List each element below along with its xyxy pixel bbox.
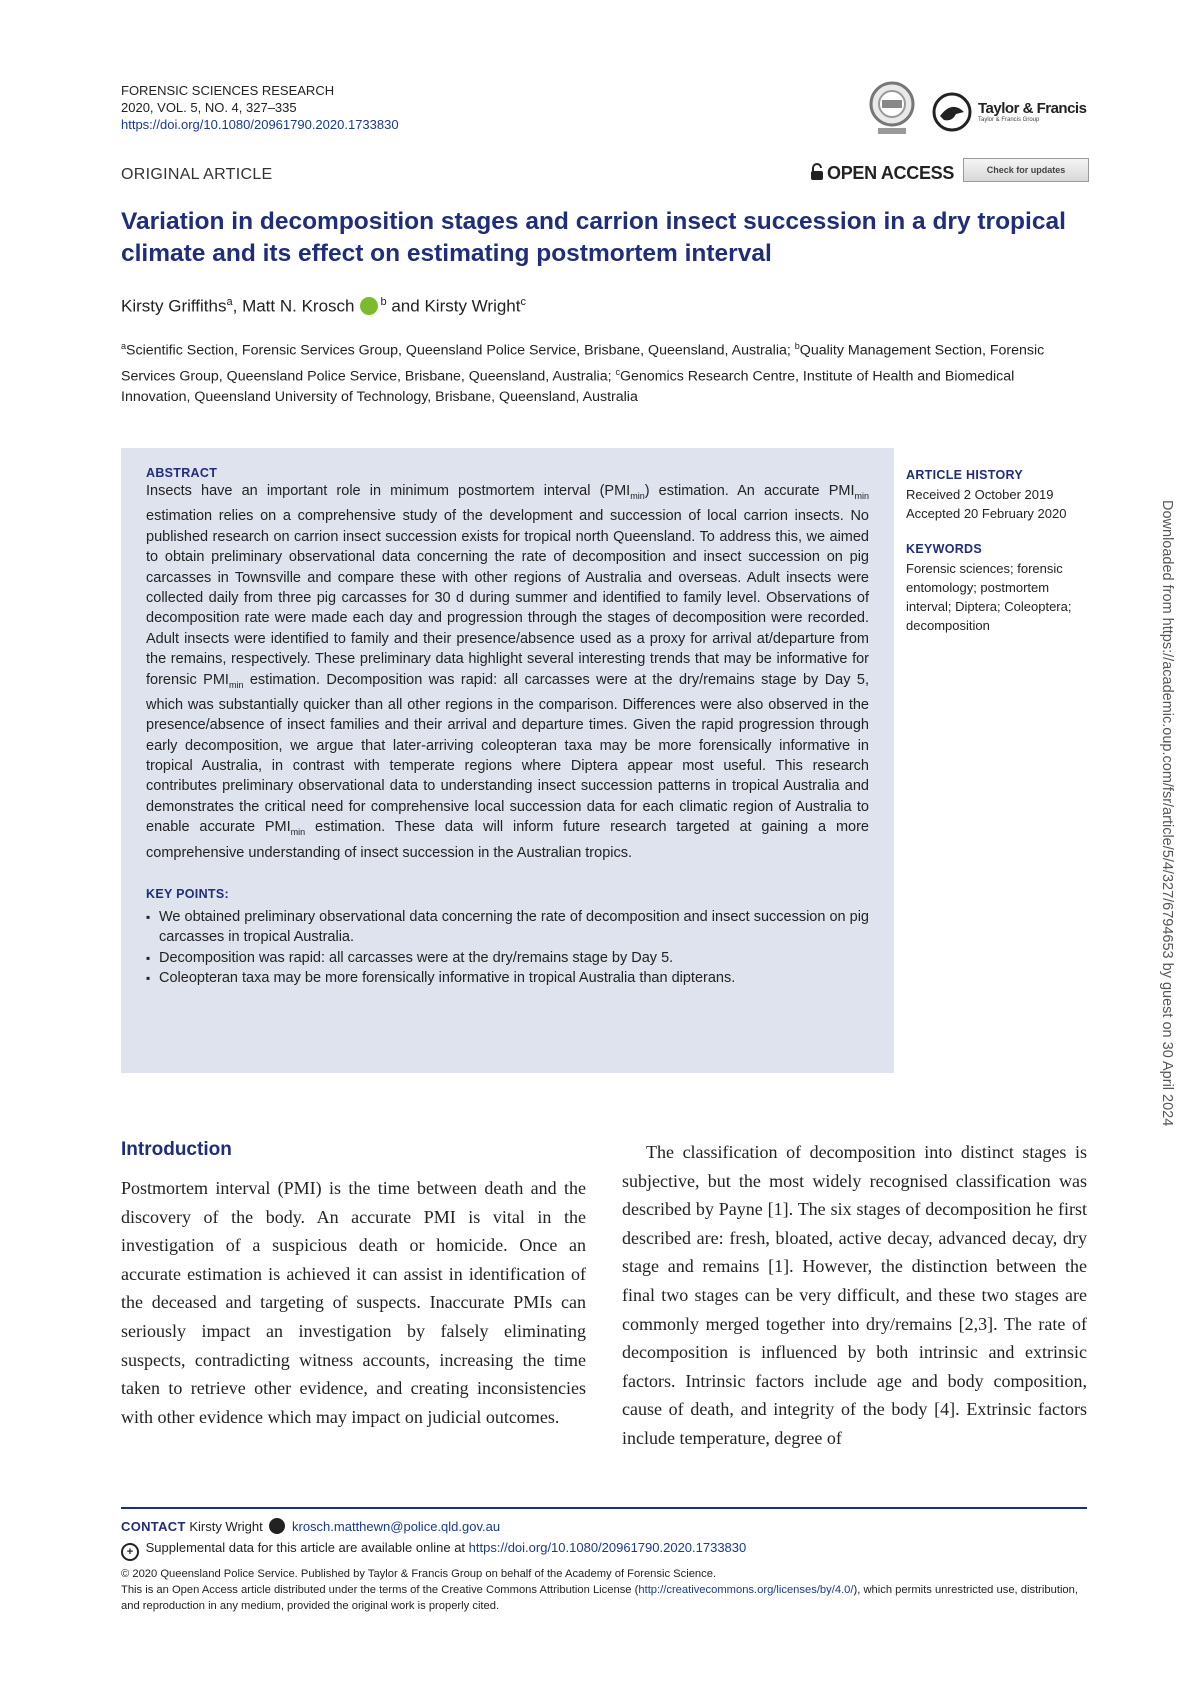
affil-a-sup: a: [121, 341, 127, 351]
abstract-part-1: Insects have an important role in minimum postmortem interval (PMI: [146, 483, 631, 499]
abstract-part-3: estimation relies on a comprehensive study of the development and succession of local carrion insects. No published research on carrion insect succession exists for tropical north Queensland. To address this, we aimed to obtain preliminary observational data concerning the rate of decomposition and insect succession on pig carcasses in Townsville and compare these with other regions of Australia and overseas. Adult insects were collected daily from three pig carcasses for 30 d during summer and identified to family level. Observations of decomposition rate were made each day and progression through the stages of decomposition were recorded. Adult insects were identified to family and their presence/absence used as a proxy for arrival at/departure from the remains, respectively. These preliminary data highlight several interesting trends that may be informative for forensic PMI: [146, 508, 869, 688]
affil-b: Quality Management Section, Forensic Services Group, Queensland Police Service, Brisbane, Queensland, Australia;: [121, 342, 1045, 385]
abstract-text: [146, 481, 869, 863]
contact-email[interactable]: krosch.matthewn@police.qld.gov.au: [292, 1519, 501, 1534]
abstract-part-4: estimation. Decomposition was rapid: all carcasses were at the dry/remains stage by Day 5, which was substantially quicker than all other regions in the comparison. Differences were also observed in the presence/absence of insect families and their arrival and departure times. Given the rapid progression through early decomposition, we argue that later-arriving coleopteran taxa may be more forensically informative in tropical Australia, in contrast with temperate regions where Diptera appear most useful. This research contributes preliminary observational data to understanding insect succession patterns in tropical Australia and demonstrates the critical need for comprehensive local succession data for each climatic region of Australia to enable accurate PMI: [146, 671, 869, 836]
article-type: ORIGINAL ARTICLE: [121, 166, 273, 183]
affil-a: Scientific Section, Forensic Services Group, Queensland Police Service, Brisbane, Queensland, Australia;: [126, 342, 791, 359]
accepted-date: Accepted 20 February 2020: [906, 506, 1067, 521]
contact-name: Kirsty Wright: [189, 1519, 263, 1534]
abstract-heading: ABSTRACT: [146, 466, 218, 480]
journal-seal-icon: [868, 80, 916, 138]
supplemental-link[interactable]: https://doi.org/10.1080/20961790.2020.1733830: [468, 1540, 747, 1555]
check-updates-label: Check for updates: [986, 165, 1066, 175]
key-point: ▪ Decomposition was rapid: all carcasses were at the dry/remains stage by Day 5.: [146, 948, 869, 968]
abstract-part-2: ) estimation. An accurate PMI: [644, 483, 855, 499]
article-title: Variation in decomposition stages and carrion insect succession in a dry tropical climate and its effect on estimating postmortem interval: [121, 208, 1066, 267]
received-date: Received 2 October 2019: [906, 487, 1054, 502]
supplemental-line: [121, 1540, 746, 1561]
download-note: Downloaded from https://academic.oup.com/fsr/article/5/4/327/6794653 by guest on 30 April 2024: [1159, 500, 1175, 1127]
key-point: ▪ Coleopteran taxa may be more forensically informative in tropical Australia than dipterans.: [146, 968, 869, 988]
publisher-sub: Taylor & Francis Group: [978, 117, 1040, 123]
article-sidebar: [906, 466, 1096, 635]
supplemental-text: Supplemental data for this article are available online at: [145, 1540, 466, 1555]
open-lock-icon: [810, 163, 824, 181]
open-access-label: OPEN ACCESS: [827, 163, 955, 183]
affil-b-sup: b: [794, 341, 800, 351]
license-line: [121, 1582, 1087, 1614]
open-access-badge: [810, 163, 954, 184]
author-3: Kirsty Wright: [424, 296, 521, 316]
subscript-min: min: [854, 490, 869, 501]
author-1-affil: a: [226, 296, 233, 308]
journal-issue: 2020, VOL. 5, NO. 4, 327–335: [121, 100, 297, 115]
subscript-min: min: [228, 679, 244, 690]
key-point: ▪ We obtained preliminary observational data concerning the rate of decomposition and insect succession on pig carcasses in tropical Australia.: [146, 907, 869, 948]
affil-c-sup: c: [615, 366, 620, 377]
key-points-list: [146, 907, 869, 989]
contact-label: CONTACT: [121, 1519, 186, 1534]
intro-column-2: The classification of decomposition into distinct stages is subjective, but the most widely recognised classification was described by Payne [1]. The six stages of decomposition he first described are: fresh, bloated, active decay, advanced decay, dry stage and remains [1]. However, the distinction between the final two stages can be very difficult, and these two stages are commonly merged together into dry/remains [2,3]. The rate of decomposition is influenced by both intrinsic and extrinsic factors. Intrinsic factors include age and body composition, cause of death, and integrity of the body [4]. Extrinsic factors include temperature, degree of: [622, 1142, 1087, 1448]
introduction-heading: Introduction: [121, 1139, 232, 1160]
license-link[interactable]: http://creativecommons.org/licenses/by/4.0/: [638, 1584, 854, 1596]
license-text-a: This is an Open Access article distributed under the terms of the Creative Commons Attribution License (: [121, 1584, 639, 1596]
author-2-affil: b: [380, 296, 387, 308]
abstract-box: [121, 448, 894, 1073]
copyright-line: © 2020 Queensland Police Service. Published by Taylor & Francis Group on behalf of the Academy of Forensic Science.: [121, 1568, 717, 1580]
key-points-heading: KEY POINTS:: [146, 886, 229, 901]
doi-link[interactable]: https://doi.org/10.1080/20961790.2020.1733830: [121, 117, 399, 132]
journal-info: [121, 82, 399, 133]
taylor-francis-logo-icon: [932, 92, 972, 132]
copyright-notice: [121, 1566, 1087, 1614]
keywords-text: Forensic sciences; forensic entomology; postmortem interval; Diptera; Coleoptera; decomposition: [906, 561, 1072, 633]
keywords-heading: KEYWORDS: [906, 542, 983, 556]
journal-name: FORENSIC SCIENCES RESEARCH: [121, 83, 335, 98]
abstract-part-5: estimation. These data will inform future research targeted at gaining a more comprehensive understanding of insect succession in the Australian tropics.: [146, 819, 869, 861]
supplemental-plus-icon: +: [121, 1543, 139, 1561]
subscript-min: min: [290, 827, 306, 838]
publisher-name: Taylor & Francis: [978, 100, 1087, 117]
footer-divider: [121, 1507, 1087, 1509]
check-for-updates-button[interactable]: [963, 158, 1089, 182]
author-3-affil: c: [520, 296, 526, 308]
author-1: Kirsty Griffiths: [121, 296, 227, 316]
orcid-icon[interactable]: [360, 297, 378, 315]
article-history-heading: ARTICLE HISTORY: [906, 468, 1024, 482]
author-2: Matt N. Krosch: [242, 296, 355, 316]
subscript-min: min: [630, 490, 645, 501]
author-list: Kirsty Griffiths$^a$, Matt N. Krosch $^b$ and Kirsty Wright$^c$: [121, 296, 526, 316]
license-text-b: ), which permits unrestricted use, distribution, and reproduction in any medium, provided the original work is properly cited.: [121, 1584, 1078, 1612]
affiliations: [121, 336, 1086, 408]
intro-column-1: Postmortem interval (PMI) is the time between death and the discovery of the body. An accurate PMI is vital in the investigation of a suspicious death or homicide. Once an accurate estimation is achieved it can assist in identification of the deceased and targeting of suspects. Inaccurate PMIs can seriously impact an investigation by falsely eliminating suspects, contradicting witness accounts, increasing the time taken to retrieve other evidence, and creating inconsistencies with other evidence which may impact on judicial outcomes.: [121, 1178, 586, 1427]
author-conjunction: and: [391, 296, 420, 316]
publisher-logos: [868, 80, 1088, 138]
affil-c: Genomics Research Centre, Institute of Health and Biomedical Innovation, Queensland University of Technology, Brisbane, Queensland, Australia: [121, 368, 1015, 406]
contact-line: [121, 1518, 500, 1534]
envelope-icon: [269, 1518, 285, 1534]
